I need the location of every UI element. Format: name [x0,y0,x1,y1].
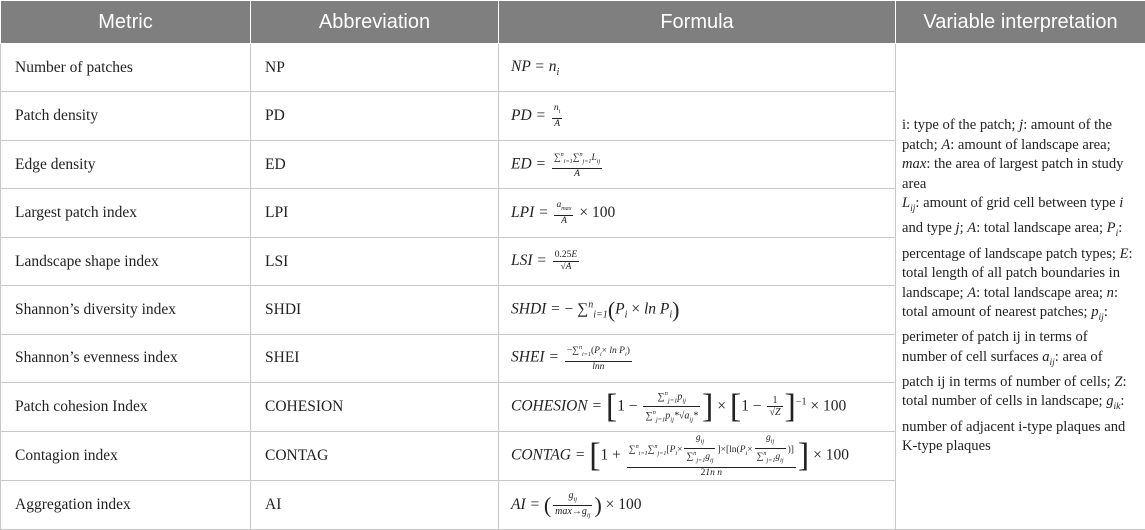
formula-np: NP = $n_i$ [499,44,896,92]
abbr-cell: PD [251,92,499,140]
formula-contag: CONTAG = [1 + $\sum^n_{i=1}\sum^n_{j=1}[P_i\times$ $\frac{g_{ij}}{\sum^n_{j=1}g_{ij}}$ ]$\times[\ln(P_i\times$ $\frac{g_{ij}}{\sum^n_{j=1}g_{ij}}$ )] 21n n ] × 100 [499,431,896,481]
formula-lsi: LSI = $\frac{0.25E}{√A}$ [499,237,896,285]
abbr-cell: COHESION [251,383,499,431]
metric-cell: Shannon’s diversity index [1,286,251,334]
header-interpretation: Variable interpretation [896,1,1145,44]
abbr-cell: LPI [251,189,499,237]
metric-cell: Shannon’s evenness index [1,334,251,382]
abbr-cell: ED [251,140,499,188]
formula-pd: PD = $\frac{n_i}{A}$ [499,92,896,140]
metric-cell: Aggregation index [1,481,251,530]
header-metric: Metric [1,1,251,44]
metric-cell: Landscape shape index [1,237,251,285]
abbr-cell: NP [251,44,499,92]
header-formula: Formula [499,1,896,44]
formula-shdi: SHDI = − $\sum^n_{i=1}(P_i \times \ln P_i)$ [499,286,896,334]
abbr-cell: SHEI [251,334,499,382]
metric-cell: Largest patch index [1,189,251,237]
metric-cell: Contagion index [1,431,251,481]
formula-lpi: LPI = $\frac{a_{max}}{A}$ × 100 [499,189,896,237]
header-abbreviation: Abbreviation [251,1,499,44]
metric-cell: Edge density [1,140,251,188]
abbr-cell: LSI [251,237,499,285]
abbr-cell: AI [251,481,499,530]
table-row [1,44,1145,92]
metric-cell: Patch density [1,92,251,140]
metric-cell: Patch cohesion Index [1,383,251,431]
metric-cell: Number of patches [1,44,251,92]
header-row [1,1,1145,44]
interpretation-cell: i: type of the patch; j: amount of the patch; A: amount of landscape area; max: the area of largest patch in study area $L_{ij}$: amount of grid cell between type i and type j; A: total landscape area; $P_i$: percentage of landscape patch types; E: total length of all patch boundaries in landscape; A: total landscape area; n: total amount of nearest patches; $p_{ij}$: perimeter of patch ij in terms of number of cell surfaces $a_{ij}$: area of patch ij in terms of number of cells; Z: total number of cells in landscape; $g_{ik}$: number of adjacent i-type plaques and K-type plaques [896,44,1145,530]
abbr-cell: SHDI [251,286,499,334]
formula-shei: SHEI = $\frac{-\sum^n_{i=1}(P_i\times \ln P_i)}{\ln n}$ [499,334,896,382]
abbr-cell: CONTAG [251,431,499,481]
formula-cohesion: COHESION = [1 − $\frac{\sum^n_{j=1}p_{ij}}{\sum^n_{j=1}p_{ij}*√a_{ij}*}$ ] × [1 − $\frac{1}{√Z}$ ]$^{-1}$ × 100 [499,383,896,431]
formula-ai: AI = ( $\frac{g_{ij}}{\max\to g_{ij}}$ ) × 100 [499,481,896,530]
formula-ed: ED = $\frac{\sum^n_{i=1}\sum^n_{j=1}L_{ij}}{A}$ [499,140,896,188]
